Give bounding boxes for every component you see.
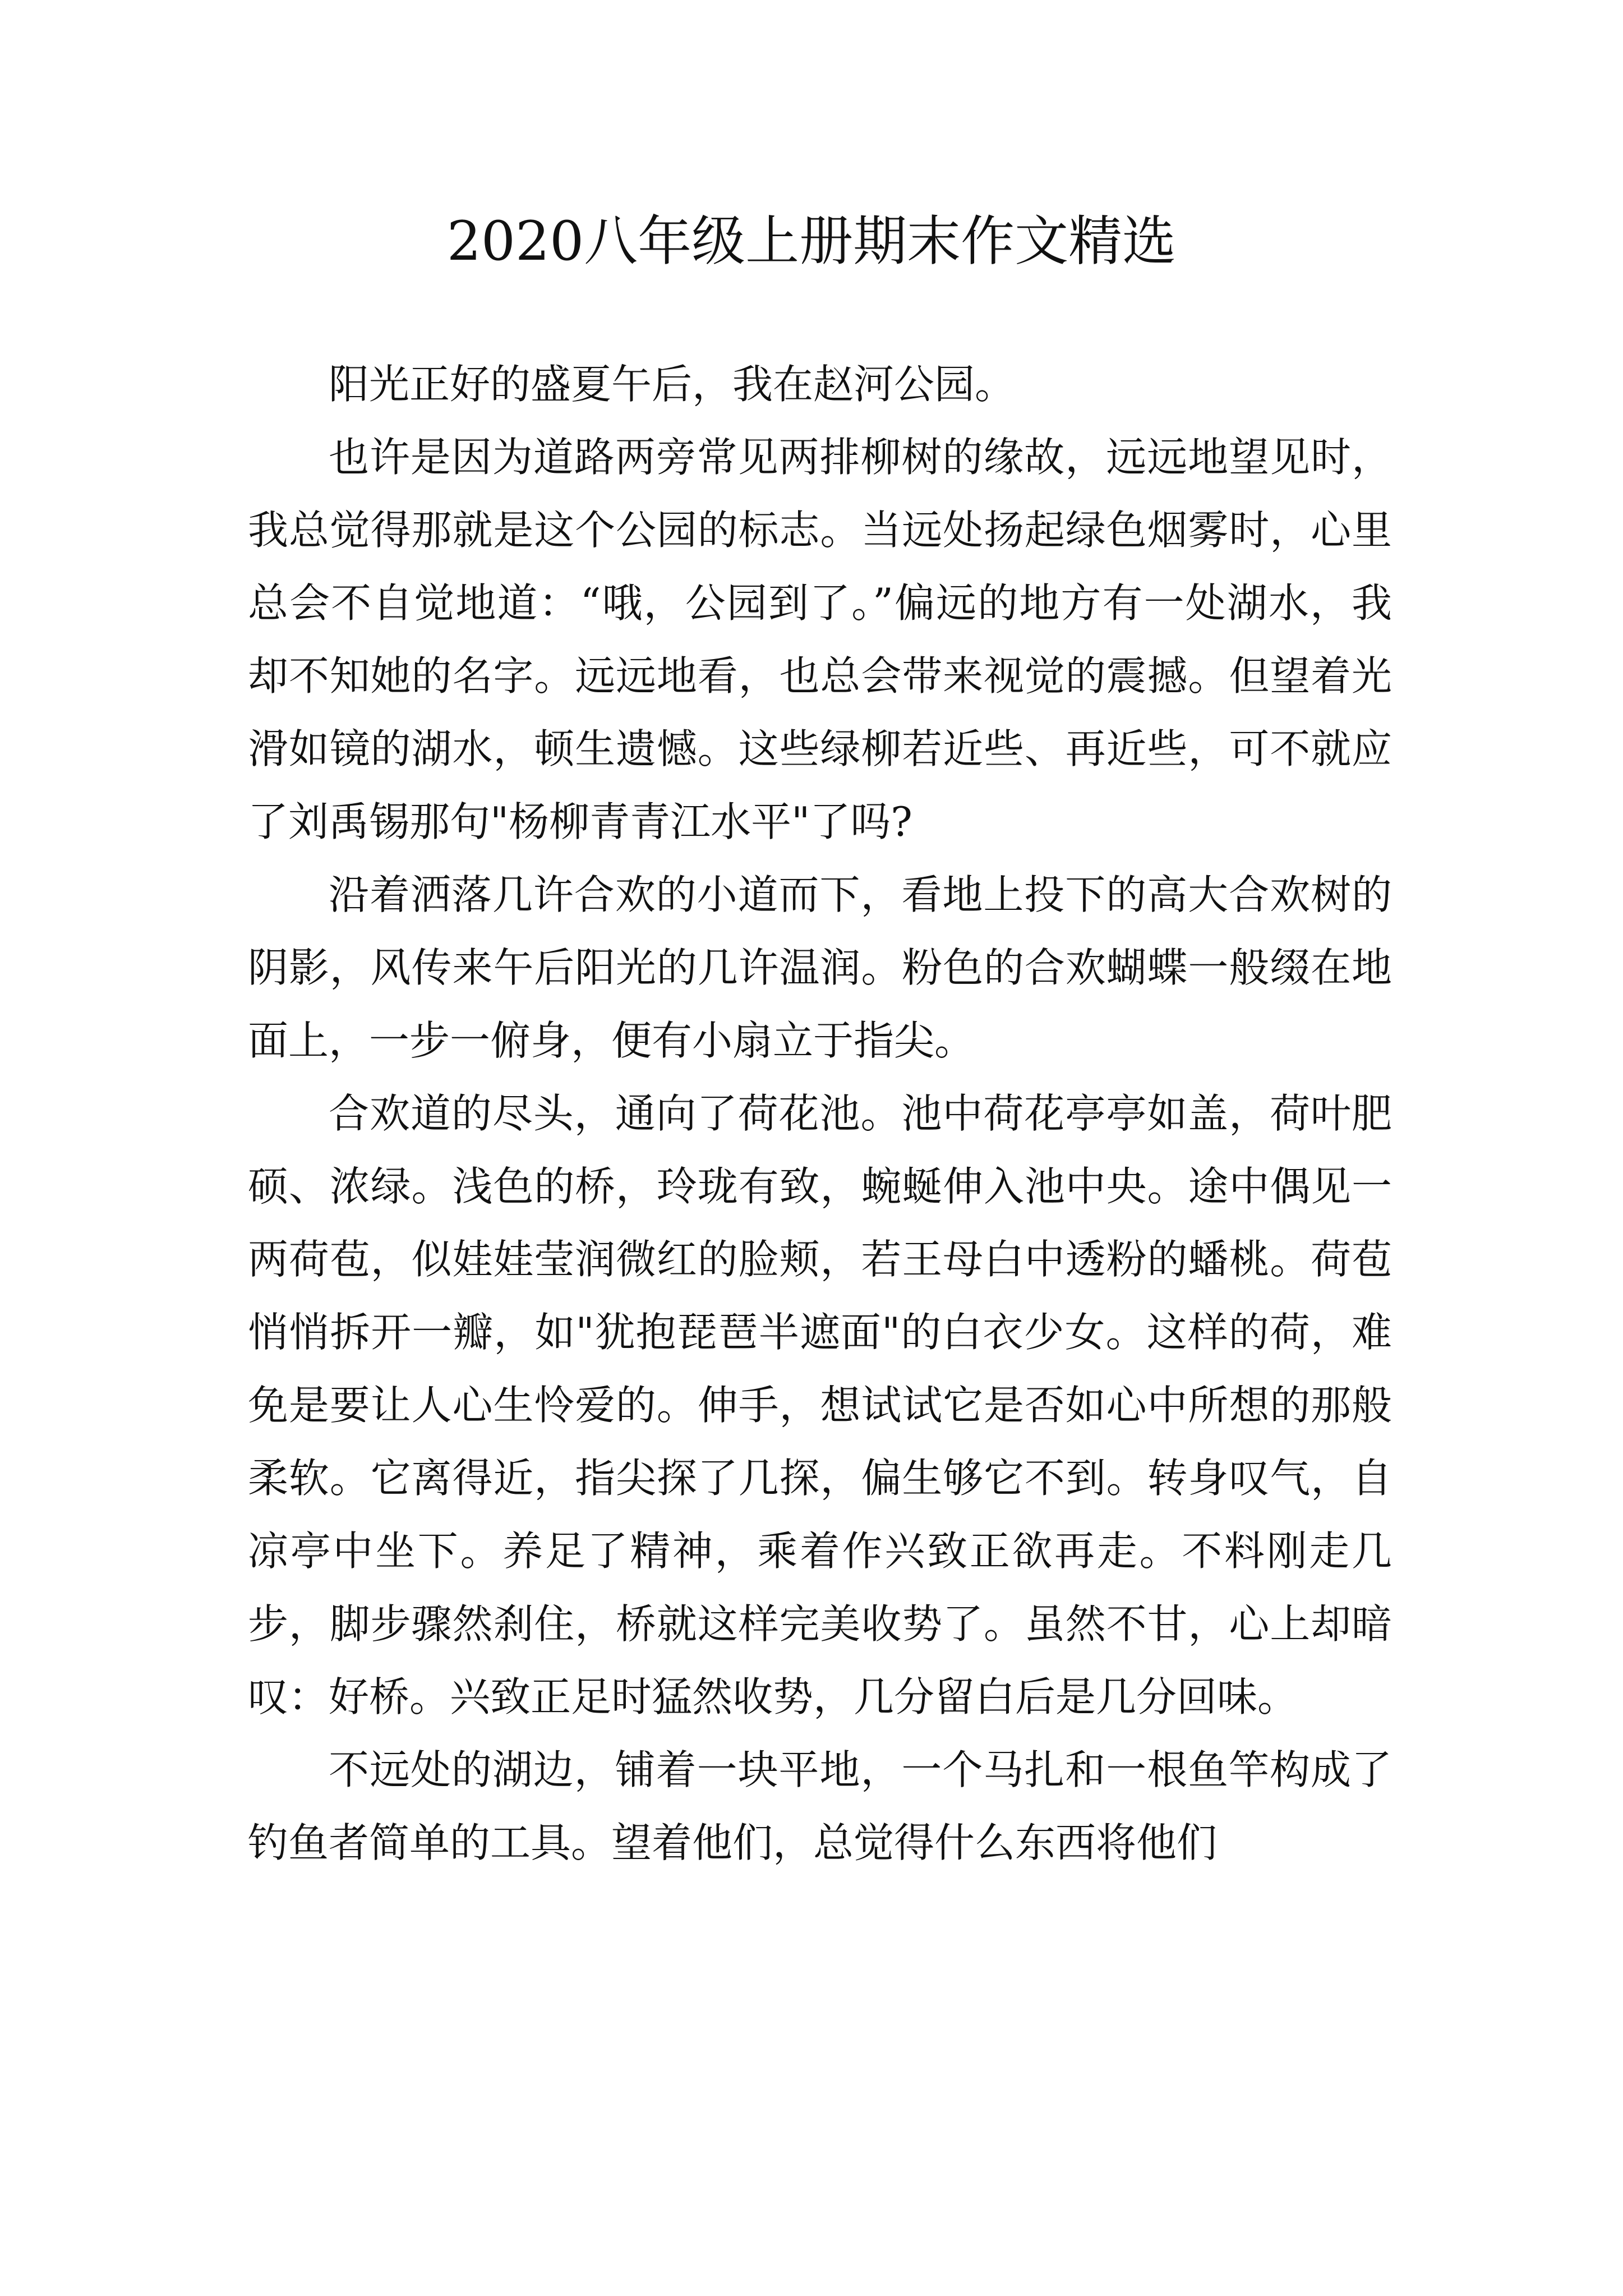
- paragraph: 也许是因为道路两旁常见两排柳树的缘故，远远地望见时，我总觉得那就是这个公园的标志。当远处扬起绿色烟雾时，心里总会不自觉地道：“哦，公园到了。”偏远的地方有一处湖水，我却不知她的名字。远远地看，也总会带来视觉的震撼。但望着光滑如镜的湖水，顿生遗憾。这些绿柳若近些、再近些，可不就应了刘禹锡那句"杨柳青青江水平"了吗?: [248, 434, 1392, 845]
- document-title: 2020八年级上册期末作文精选: [446, 210, 1177, 273]
- paragraph: 合欢道的尽头，通向了荷花池。池中荷花亭亭如盖，荷叶肥硕、浓绿。浅色的桥，玲珑有致，蜿蜒伸入池中央。途中偶见一两荷苞，似娃娃莹润微红的脸颊，若王母白中透粉的蟠桃。荷苞悄悄拆开一瓣，如"犹抱琵琶半遮面"的白衣少女。这样的荷，难免是要让人心生怜爱的。伸手，想试试它是否如心中所想的那般柔软。它离得近，指尖探了几探，偏生够它不到。转身叹气，自凉亭中坐下。养足了精神，乘着作兴致正欲再走。不料刚走几步，脚步骤然刹住，桥就这样完美收势了。虽然不甘，心上却暗叹：好桥。兴致正足时猛然收势，几分留白后是几分回味。: [248, 1090, 1392, 1720]
- document-body: [248, 348, 1392, 1879]
- paragraph: 不远处的湖边，铺着一块平地，一个马扎和一根鱼竿构成了钓鱼者简单的工具。望着他们，总觉得什么东西将他们: [248, 1746, 1392, 1866]
- paragraph: 阳光正好的盛夏午后，我在赵河公园。: [329, 361, 1016, 408]
- paragraph: 沿着洒落几许合欢的小道而下，看地上投下的高大合欢树的阴影，风传来午后阳光的几许温润。粉色的合欢蝴蝶一般缀在地面上，一步一俯身，便有小扇立于指尖。: [248, 871, 1392, 1064]
